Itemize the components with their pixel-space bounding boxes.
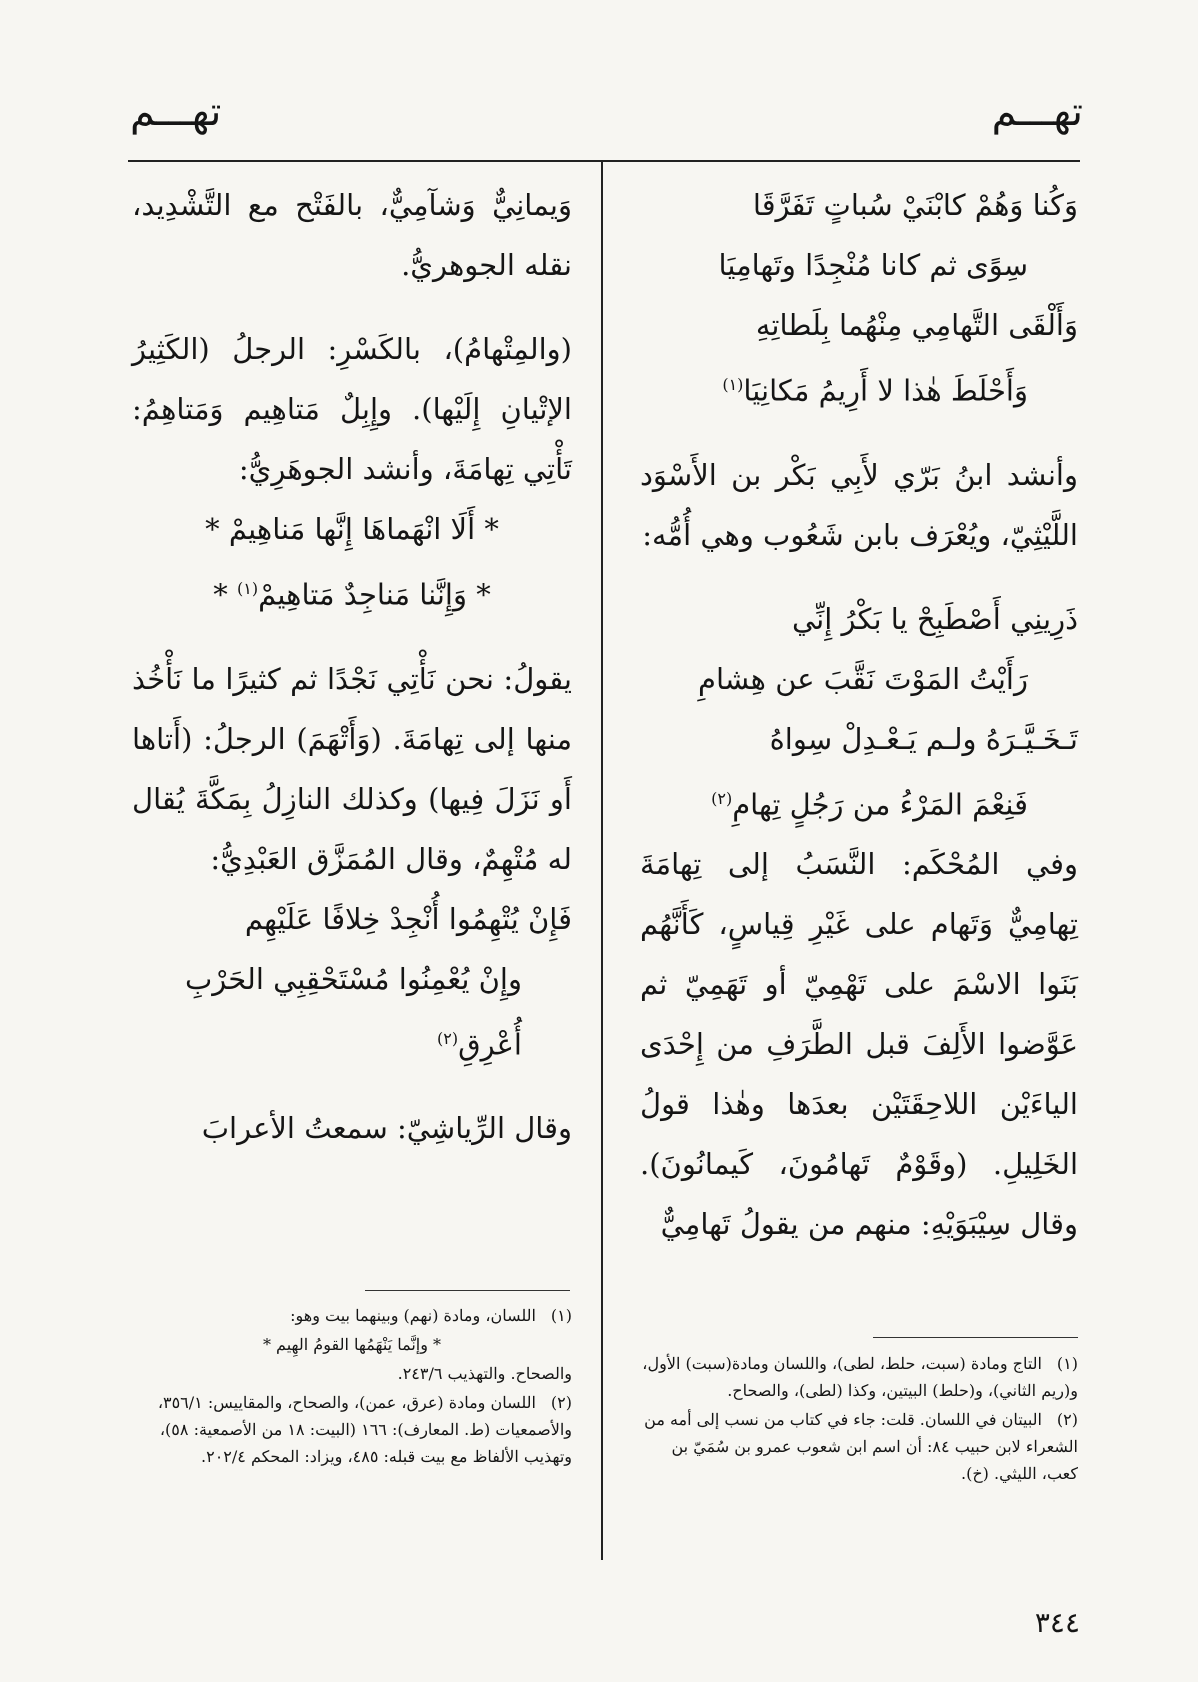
right-paragraph-2: وفي المُحْكَم: النَّسَبُ إلى تِهامَةَ تِهامِيٌّ وَتَهام على غَيْرِ قِياسٍ، كَأَنَّهُم بَنَوا الاسْمَ على تَهْمِيّ أو تَهَمِيّ ثم عَوَّضوا الأَلِفَ قبل الطَّرَفِ من إِحْدَى الياءَيْن اللاحِقَتَيْن بعدَها وهٰذا قولُ الخَلِيلِ. (وقَوْمٌ تَهامُونَ، كَيمانُونَ). وقال سِيْبَوَيْهِ: منهم من يقولُ تَهامِيٌّ	[640, 847, 1078, 1242]
rajaz-line-2	[132, 559, 572, 625]
rajaz-line-1: * أَلَا انْهَماهَا إِنَّها مَناهِيمْ *	[205, 512, 499, 546]
right-paragraph-1: وأنشد ابنُ بَرّي لأَبِي بَكْر بن الأَسْوَد اللَّيْثِيّ، ويُعْرَف بابن شَعُوب وهي أُمُّه:	[640, 457, 1078, 552]
footnote-number: (٢)	[1056, 1410, 1078, 1429]
poem1-line-4	[640, 355, 1078, 421]
poem1-line-4-text: وَأَحْلَطَ هٰذا لا أَرِيمُ مَكانِيَا	[743, 373, 1028, 408]
footnote-rule-left	[365, 1290, 570, 1291]
left-paragraph-2: (والمِتْهامُ)، بالكَسْرِ: الرجلُ (الكَثِيرُ الإتْيانِ إِلَيْها). وإِبِلٌ مَتاهِيم وَمَتاهِمُ: تَأْتِي تِهامَةَ، وأنشد الجوهَرِيُّ:	[132, 332, 572, 486]
footnote-marker-1: (١)	[722, 375, 744, 394]
footnote-marker-1: (١)	[237, 579, 259, 598]
rajaz-line-2-text: * وَإِنَّنا مَناجِدٌ مَتاهِيمْ	[258, 577, 491, 612]
header-rule	[128, 160, 1080, 162]
footnote-marker-2: (٢)	[437, 1028, 459, 1048]
poem2-line-4	[640, 769, 1078, 835]
right-column	[640, 175, 1078, 1254]
poem1-line-1: وَكُنا وَهُمْ كابْنَيْ سُباتٍ تَفَرَّقَا	[752, 188, 1078, 222]
footnote	[640, 1350, 1078, 1404]
poem2-line-3: تَـخَـيَّـرَهُ ولـم يَـعْـدِلْ سِواهُ	[769, 721, 1078, 756]
poem2-line-4-text: فَنِعْمَ المَرْءُ من رَجُلٍ تِهامِ	[732, 787, 1028, 822]
rajaz-line-2-tail: *	[213, 577, 237, 612]
left-paragraph-1: وَيمانِيٌّ وَشآمِيٌّ، بالفَتْح مع التَّشْدِيد، نقله الجوهريُّ.	[132, 188, 572, 282]
header-root-word-left: تهـــم	[130, 89, 222, 135]
footnote-continuation	[132, 1360, 572, 1387]
poem1-line-3: وَأَلْقَى التَّهامِي مِنْهُما بِلَطاتِهِ	[755, 308, 1078, 342]
footnotes-right	[640, 1350, 1078, 1489]
footnote	[132, 1389, 572, 1470]
footnote-text: * وإنَّما يَنْهَمُها القومُ الهِيم *	[262, 1335, 442, 1354]
page-number: ٣٤٤	[1034, 1606, 1080, 1639]
header-root-word-right: تهـــم	[991, 89, 1083, 135]
column-divider	[601, 160, 603, 1560]
footnote-rule-right	[873, 1337, 1078, 1338]
footnote-number: (١)	[550, 1306, 572, 1325]
poem3-line-2-text: وإِنْ يُعْمِنُوا مُسْتَحْقِبِي الحَرْبِ أُعْرِقِ	[184, 961, 522, 1062]
footnote-number: (٢)	[550, 1393, 572, 1412]
footnote-text: اللسان، ومادة (نهم) وبينهما بيت وهو:	[290, 1306, 536, 1325]
footnote	[640, 1406, 1078, 1487]
left-paragraph-4: وقال الرِّياشِيّ: سمعتُ الأعرابَ	[201, 1111, 572, 1146]
poem2-line-2: رَأَيْتُ المَوْتَ نَقَّبَ عن هِشامِ	[698, 661, 1028, 696]
left-column	[132, 175, 572, 1158]
footnote-text: البيتان في اللسان. قلت: جاء في كتاب من نسب إلى أمه من الشعراء لابن حبيب ٨٤: أن اسم ابن شعوب عمرو بن سُمَيّ بن كعب، الليثي. (خ).	[644, 1410, 1078, 1483]
poem3-line-2	[132, 949, 572, 1075]
left-paragraph-3: يقولُ: نحن نَأْتِي نَجْدًا ثم كثيرًا ما نَأْخُذ منها إلى تِهامَةَ. (وَأَتْهَمَ) الرجلُ: (أَتاها أَو نَزَلَ فِيها) وكذلك النازِلُ بِمَكَّةَ يُقال له مُتْهِمٌ، وقال المُمَزَّق العَبْدِيُّ:	[132, 661, 572, 876]
footnote-number: (١)	[1056, 1354, 1078, 1373]
footnote-text: اللسان ومادة (عرق، عمن)، والصحاح، والمقاييس: ٣٥٦/١، والأصمعيات (ط. المعارف): ١٦٦ (البيت: ١٨ من الأصمعية: ٥٨)، وتهذيب الألفاظ مع بيت قبله: ٤٨٥، ويزاد: المحكم ٢٠٢/٤.	[157, 1393, 572, 1466]
footnote-marker-2: (٢)	[711, 788, 733, 808]
footnotes-left	[132, 1302, 572, 1472]
poem1-line-2: سِوًى ثم كانا مُنْجِدًا وتَهامِيَا	[718, 248, 1028, 282]
poem2-line-1: ذَرِينِي أَصْطَبِحْ يا بَكْرُ إِنِّي	[791, 601, 1078, 636]
footnote	[132, 1302, 572, 1329]
poem3-line-1: فَإِنْ يُتْهِمُوا أُنْجِدْ خِلافًا عَلَيْهِم	[244, 901, 572, 936]
footnote-text: التاج ومادة (سبت، حلط، لطى)، واللسان ومادة(سبت) الأول، و(ريم الثاني)، و(حلط) البيتين، وكذا (لطى)، والصحاح.	[642, 1354, 1078, 1400]
footnote-text: والصحاح. والتهذيب ٢٤٣/٦.	[397, 1364, 572, 1383]
footnote-verse	[132, 1331, 572, 1358]
